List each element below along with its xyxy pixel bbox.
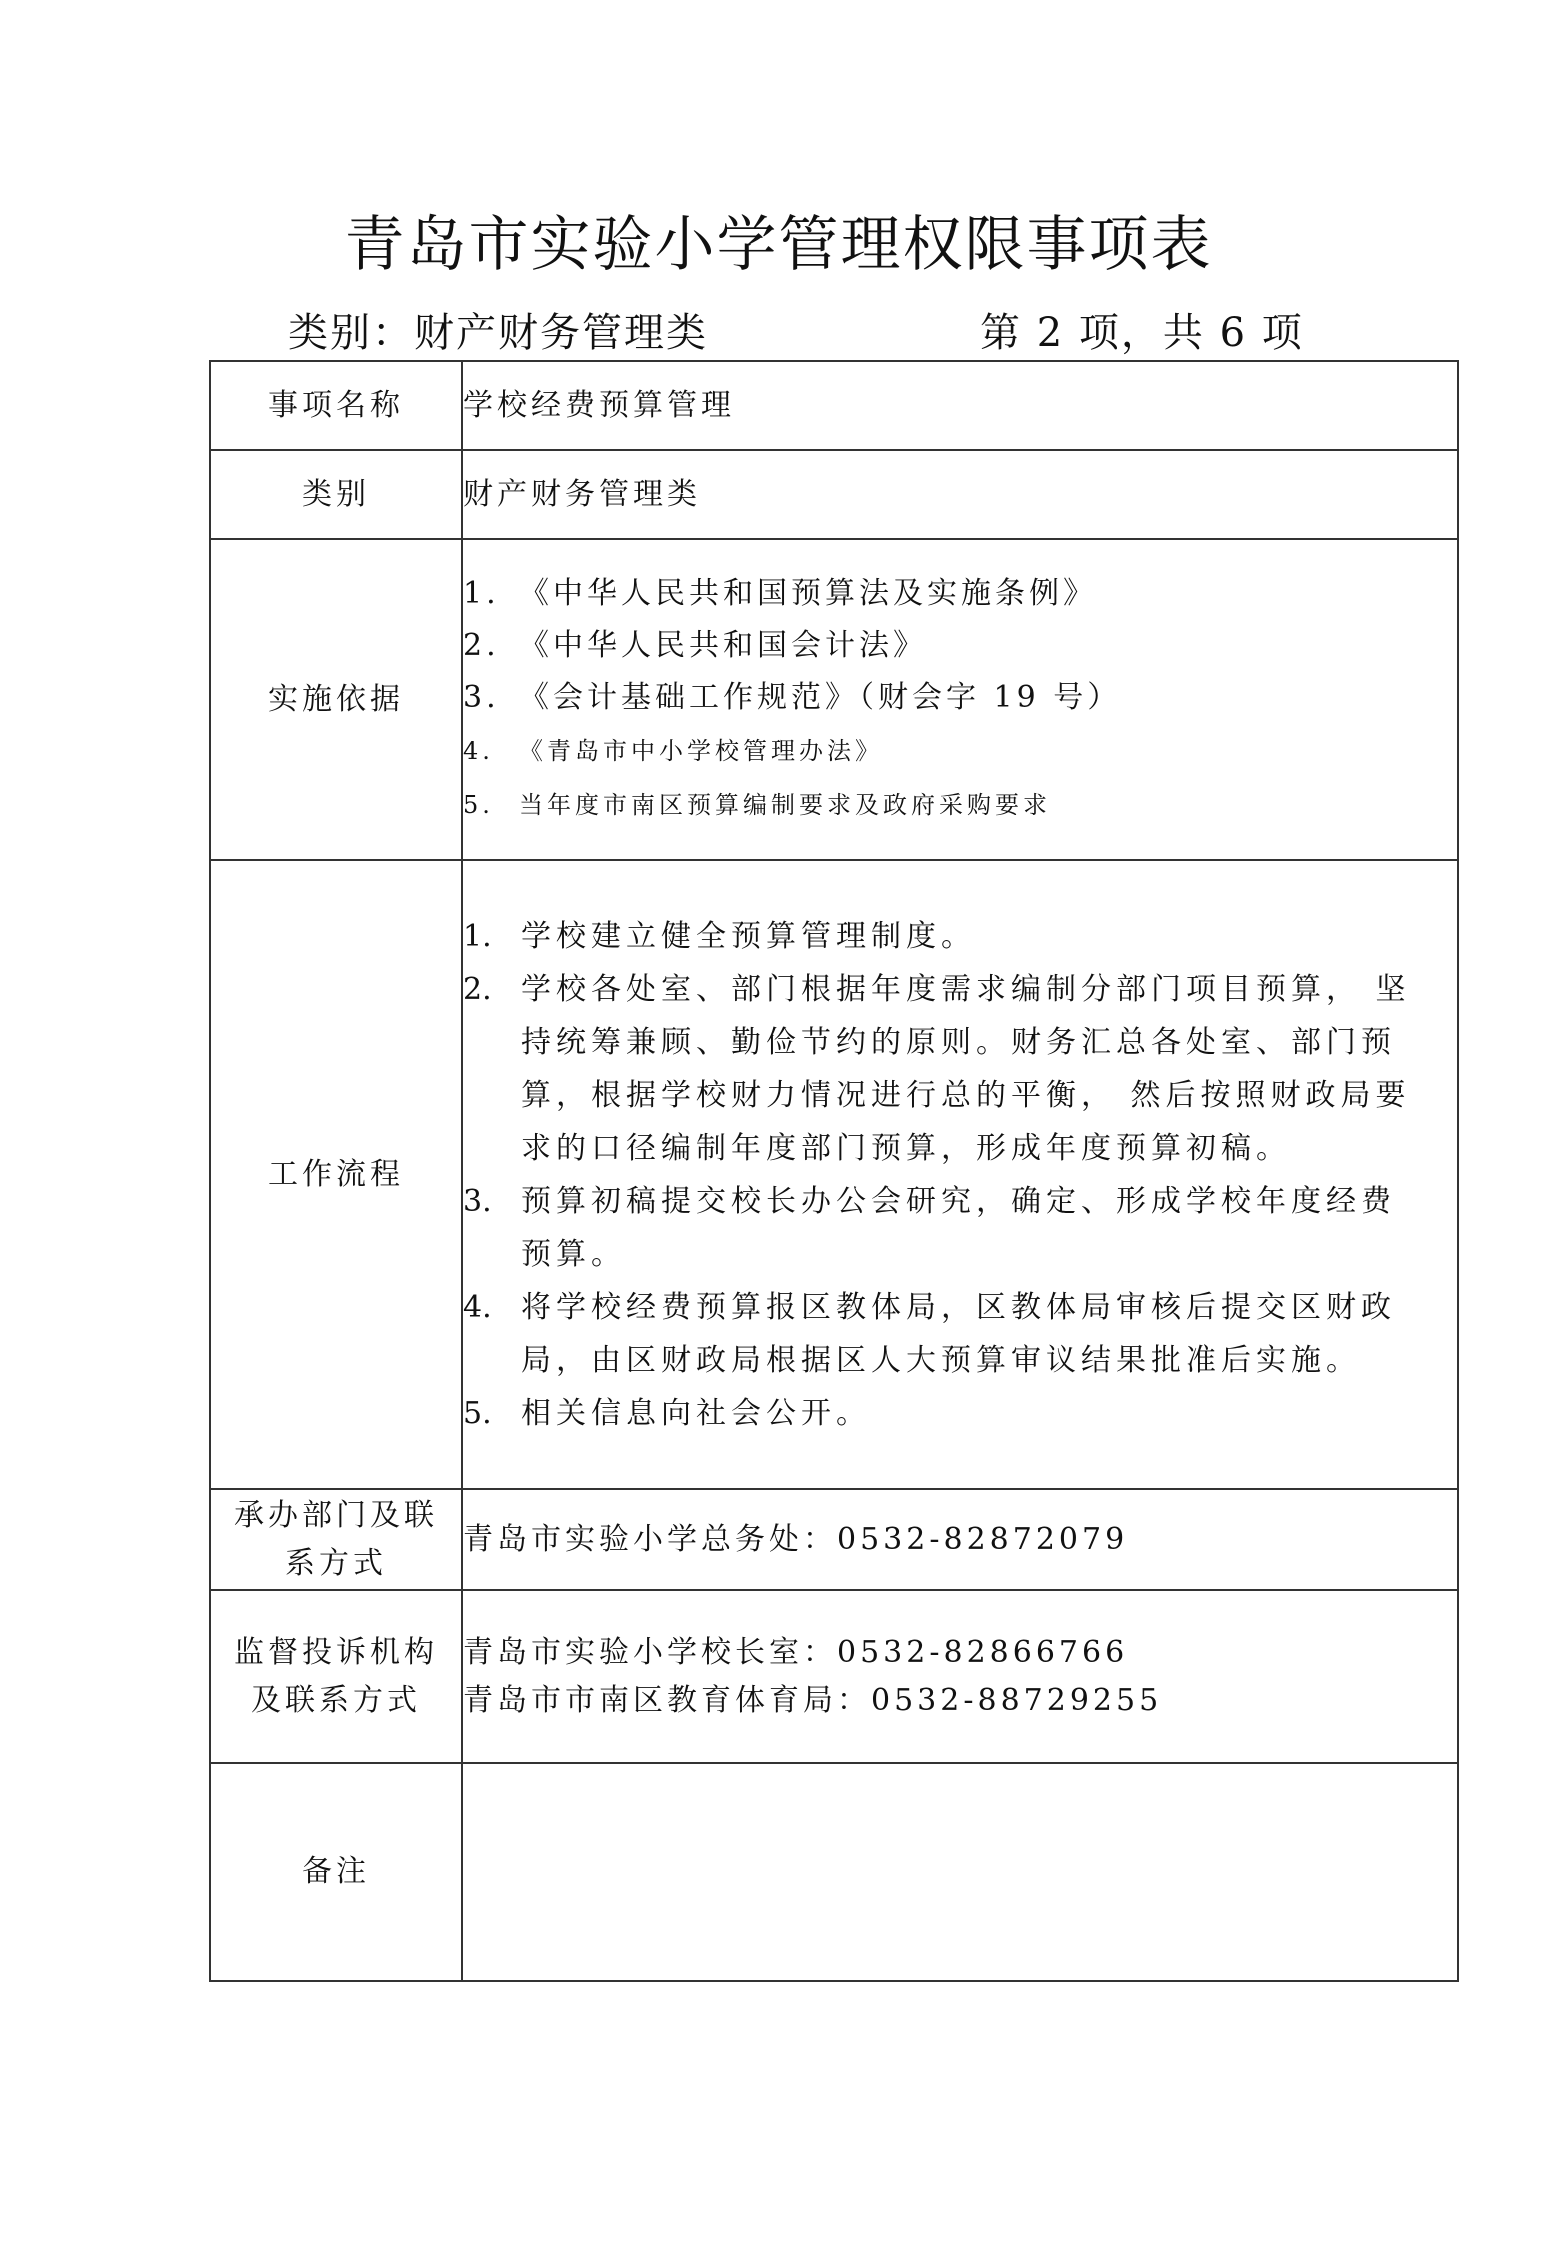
department-label: 承办部门及联 系方式 [210,1489,462,1590]
table-row-item-name [210,361,1458,450]
supervision-value: 青岛市实验小学校长室：0532-82866766 青岛市市南区教育体育局：0532-88729255 [462,1590,1458,1763]
category-line: 类别：财产财务管理类 [288,310,708,356]
table-row-remarks [210,1763,1458,1981]
page-count-line: 第 2 项，共 6 项 [980,310,1304,356]
supervision-label: 监督投诉机构 及联系方式 [210,1590,462,1763]
table-row-department [210,1489,1458,1590]
process-list [463,910,1457,1440]
department-value: 青岛市实验小学总务处：0532-82872079 [462,1489,1458,1590]
remarks-label: 备注 [210,1763,462,1981]
list-item: 3. 预算初稿提交校长办公会研究，确定、形成学校年度经费 预算。 [463,1183,1396,1272]
category-label: 类别 [210,450,462,539]
table-row-supervision [210,1590,1458,1763]
basis-list-cell [462,539,1458,860]
table-row-category [210,450,1458,539]
basis-label: 实施依据 [210,539,462,860]
list-item: 5. 当年度市南区预算编制要求及政府采购要求 [463,790,1051,819]
list-item: 4. 《青岛市中小学校管理办法》 [463,736,883,765]
page-title: 青岛市实验小学管理权限事项表 [344,210,1213,280]
basis-list [463,568,1457,832]
process-label: 工作流程 [210,860,462,1489]
remarks-value [462,1763,1458,1981]
list-item: 5. 相关信息向社会公开。 [463,1395,871,1431]
process-list-cell [462,860,1458,1489]
item-name-label: 事项名称 [210,361,462,450]
list-item: 1. 《中华人民共和国预算法及实施条例》 [463,575,1097,611]
authority-table [209,360,1459,1982]
list-item: 1. 学校建立健全预算管理制度。 [463,918,976,954]
category-value: 财产财务管理类 [462,450,1458,539]
table-row-basis [210,539,1458,860]
item-name-value: 学校经费预算管理 [462,361,1458,450]
list-item: 4. 将学校经费预算报区教体局，区教体局审核后提交区财政 局，由区财政局根据区人大预算审议结果批准后实施。 [463,1289,1396,1378]
list-item: 3. 《会计基础工作规范》（财会字 19 号） [463,679,1122,715]
list-item: 2. 《中华人民共和国会计法》 [463,627,927,663]
table-row-process [210,860,1458,1489]
list-item: 2. 学校各处室、部门根据年度需求编制分部门项目预算， 坚 持统筹兼顾、勤俭节约的原则。财务汇总各处室、部门预 算，根据学校财力情况进行总的平衡， 然后按照财政局要 求的口径编制年度部门预算，形成年度预算初稿。 [463,971,1411,1166]
